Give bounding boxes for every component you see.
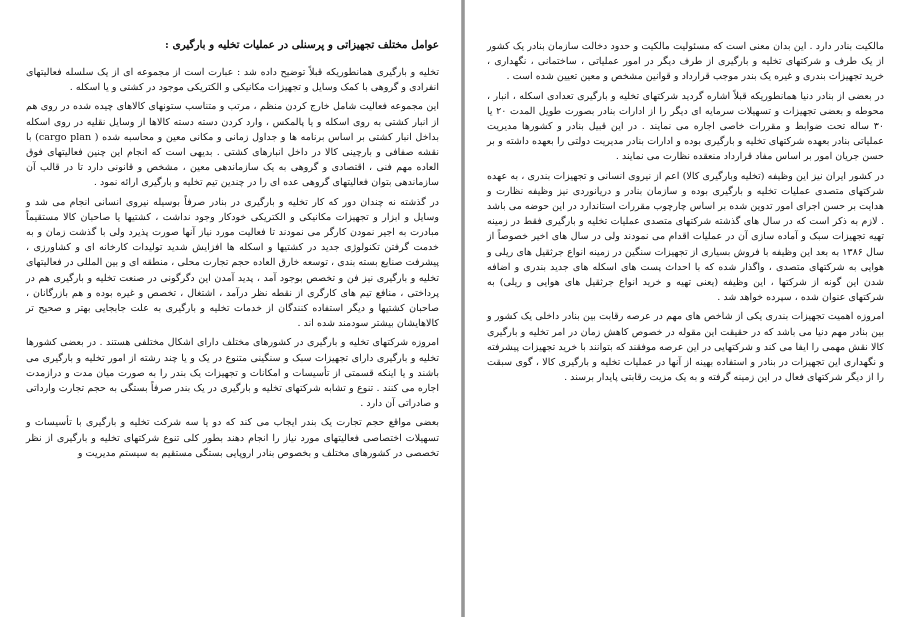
paragraph: بعضی مواقع حجم تجارت یک بندر ایجاب می کند که دو یا سه شرکت تخلیه و بارگیری با تأسیسات و تسهیلات اختصاصی فعالیتهای مورد نیاز را انجام دهند بطور کلی تنوع شرکتهای تخلیه و بارگیری از نظر تخصصی در کشورهای مختلف و بخصوص بنادر اروپایی بستگی مستقیم به سیستم مدیریت و: [26, 417, 439, 459]
paragraph: این مجموعه فعالیت شامل خارج کردن منظم ، مرتب و متناسب ستونهای کالاهای چیده شده در روی هم از انبار کشتی به روی اسکله و یا پالمکس ، وارد کردن دسته دسته کالاها از وسایل نقلیه در روی اسکله بداخل انبار کشتی بر اساس برنامه ها و جداول زمانی و مکانی معین و محاسبه شده ( cargo plan) با نقشه صفافی و بارچینی کالا در داخل انبارهای کشتی . بدیهی است که انجام این چنین فعالیتهای فوق العاده مهم فنی ، اقتصادی و گروهی به یک سازماندهی معین ، مشخص و قانونی دارد تا در قالب آن سازماندهی بتوان فعالیتهای گروهی عده ای را در چندین تیم تخلیه و بارگیری ارائه نمود .: [26, 101, 439, 189]
paragraph: امروزه شرکتهای تخلیه و بارگیری در کشورهای مختلف دارای اشکال مختلفی هستند . در بعضی کشورها تخلیه و بارگیری دارای تجهیزات سبک و سنگینی متنوع در یک و یا چند رشته از امور تخلیه و بارگیری می باشند و یا اینکه قسمتی از تأسیسات و امکانات و تجهیزات یک بندر را به صورت میان مدت و درازمدت اجاره می کنند . تنوع و تشابه شرکتهای تخلیه و بارگیری در یک بندر صرفاً بستگی به حجم تجارت وارداتی و صادراتی آن دارد .: [26, 337, 439, 410]
paragraph: در کشور ایران نیز این وظیفه (تخلیه وبارگیری کالا) اعم از نیروی انسانی و تجهیزات بندری ، به عهده شرکتهای متصدی عملیات تخلیه و بارگیری بوده و سازمان بنادر و دریانوردی نیز وظیفه نظارت و هدایت بر حسن اجرای امور تدوین شده بر اساس چارچوب مقررات استاندارد در این حوضه می باشد . لازم به ذکر است که در سال های گذشته شرکتهای متصدی عملیات تخلیه و بارگیری فقط در زمینه تهیه تجهیزات سبک و آماده سازی آن در عملیات اقدام می نمودند ولی در سال های اخیر خصوصاً از سال ۱۳۸۶ به بعد این وظیفه با فروش بسیاری از تجهیزات سنگین در زمینه انواع جرثقیل های ریلی و هوایی به شرکتهای متصدی ، واگذار شده که با احداث پست های اسکله های جدید بندری و اضافه شدن این گونه از شرکتها ، این وظیفه (یعنی تهیه و خرید انواع جرثقیل های هوایی و ریلی) به شرکتهای عنوان شده ، سپرده خواهد شد .: [487, 170, 884, 304]
section-heading: عوامل مختلف تجهیزاتی و پرسنلی در عملیات تخلیه و بارگیری :: [165, 39, 439, 51]
paragraph: تخلیه و بارگیری همانطوریکه قبلاً توضیح داده شد : عبارت است از مجموعه ای از یک سلسله فعالیتهای انفرادی و گروهی با کمک وسایل و تجهیزات مکانیکی و الکتریکی موجود در کشتی و یا اسکله .: [26, 67, 439, 94]
right-page-text: [487, 39, 884, 389]
paragraph: در بعضی از بنادر دنیا همانطوریکه قبلاً اشاره گردید شرکتهای تخلیه و بارگیری تعدادی اسکله ، انبار ، محوطه و بعضی تجهیزات و تسهیلات سرمایه ای دیگر را از ادارات بنادر بصورت طویل المدت ۲۰ یا ۳۰ ساله تحت ضوابط و مقررات خاصی اجاره می نمایند . در این قبیل بنادر و کشورها مدیریت عملیاتی بنادر بعهده شرکتهای تخلیه و بارگیری بوده و ادارات بنادر مدیریت دولتی را بعهده داشته و بر حسن جریان امور بر اساس مفاد قرارداد منعقده نظارت می نمایند .: [487, 90, 884, 163]
left-page-text: [26, 37, 439, 465]
paragraph: مالکیت بنادر دارد . این بدان معنی است که مسئولیت مالکیت و حدود دخالت سازمان بنادر یک کشور از یک طرف و شرکتهای تخلیه و بارگیری از طرف دیگر در امور عملیاتی ، ساختمانی ، نگهداری ، خرید تجهیزات بندری و غیره یک بندر موجب قرارداد و قوانین مشخص و معین تعیین شده است .: [487, 41, 884, 83]
paragraph: امروزه اهمیت تجهیزات بندری یکی از شاخص های مهم در عرصه رقابت بین بنادر داخلی یک کشور و بین بنادر مهم دنیا می باشد که در حقیقت این مقوله در خصوص کاهش زمان در امر تخلیه و بارگیری کالا نقش مهمی را ایفا می کند و شرکتهایی در این عرصه موفقند که بتوانند با خرید تجهیزات پیشرفته و نگهداری این تجهیزات در بنادر و استفاده بهینه از آنها در عملیات تخلیه و بارگیری کالا ، گوی سبقت را از دیگر شرکتهای فعال در این زمینه گرفته و به یک مزیت رقابتی پایدار برسند .: [487, 311, 884, 384]
right-page: [465, 0, 914, 617]
paragraph: در گذشته نه چندان دور که کار تخلیه و بارگیری در بنادر صرفاً بوسیله نیروی انسانی انجام می شد و وسایل و ابزار و تجهیزات مکانیکی و الکتریکی خودکار وجود نداشت ، کشتیها یا صاحبان کالا مستقیماً مبادرت به اجیر نمودن کارگر می نمودند تا فعالیت مورد نیاز آنها صورت پذیرد ولی با گذشت زمان و به خدمت گرفتن تکنولوژی جدید در کشتیها و اسکله ها افزایش شدید تولیدات کارخانه ای و کشاورزی ، پیشرفت صنایع بسته بندی ، توسعه خارق العاده حجم تجارت محلی ، منطقه ای و بین المللی در فعالیتهای تخلیه و بارگیری نیز فن و تخصص بوجود آمد ، پدید آمدن این دگرگونی در صنعت تخلیه و بارگیری هم در پرداختی ، منافع تیم های کارگری از نقطه نظر درآمد ، اشتغال ، تخصص و غیره بوده و هم بازرگانان ، صاحبان کشتیها و دیگر استفاده کنندگان از خدمات تخلیه و بارگیری به علت جابجایی بهتر و صحیح تر کالاهایشان بیشتر سودمند شده اند .: [26, 196, 439, 330]
